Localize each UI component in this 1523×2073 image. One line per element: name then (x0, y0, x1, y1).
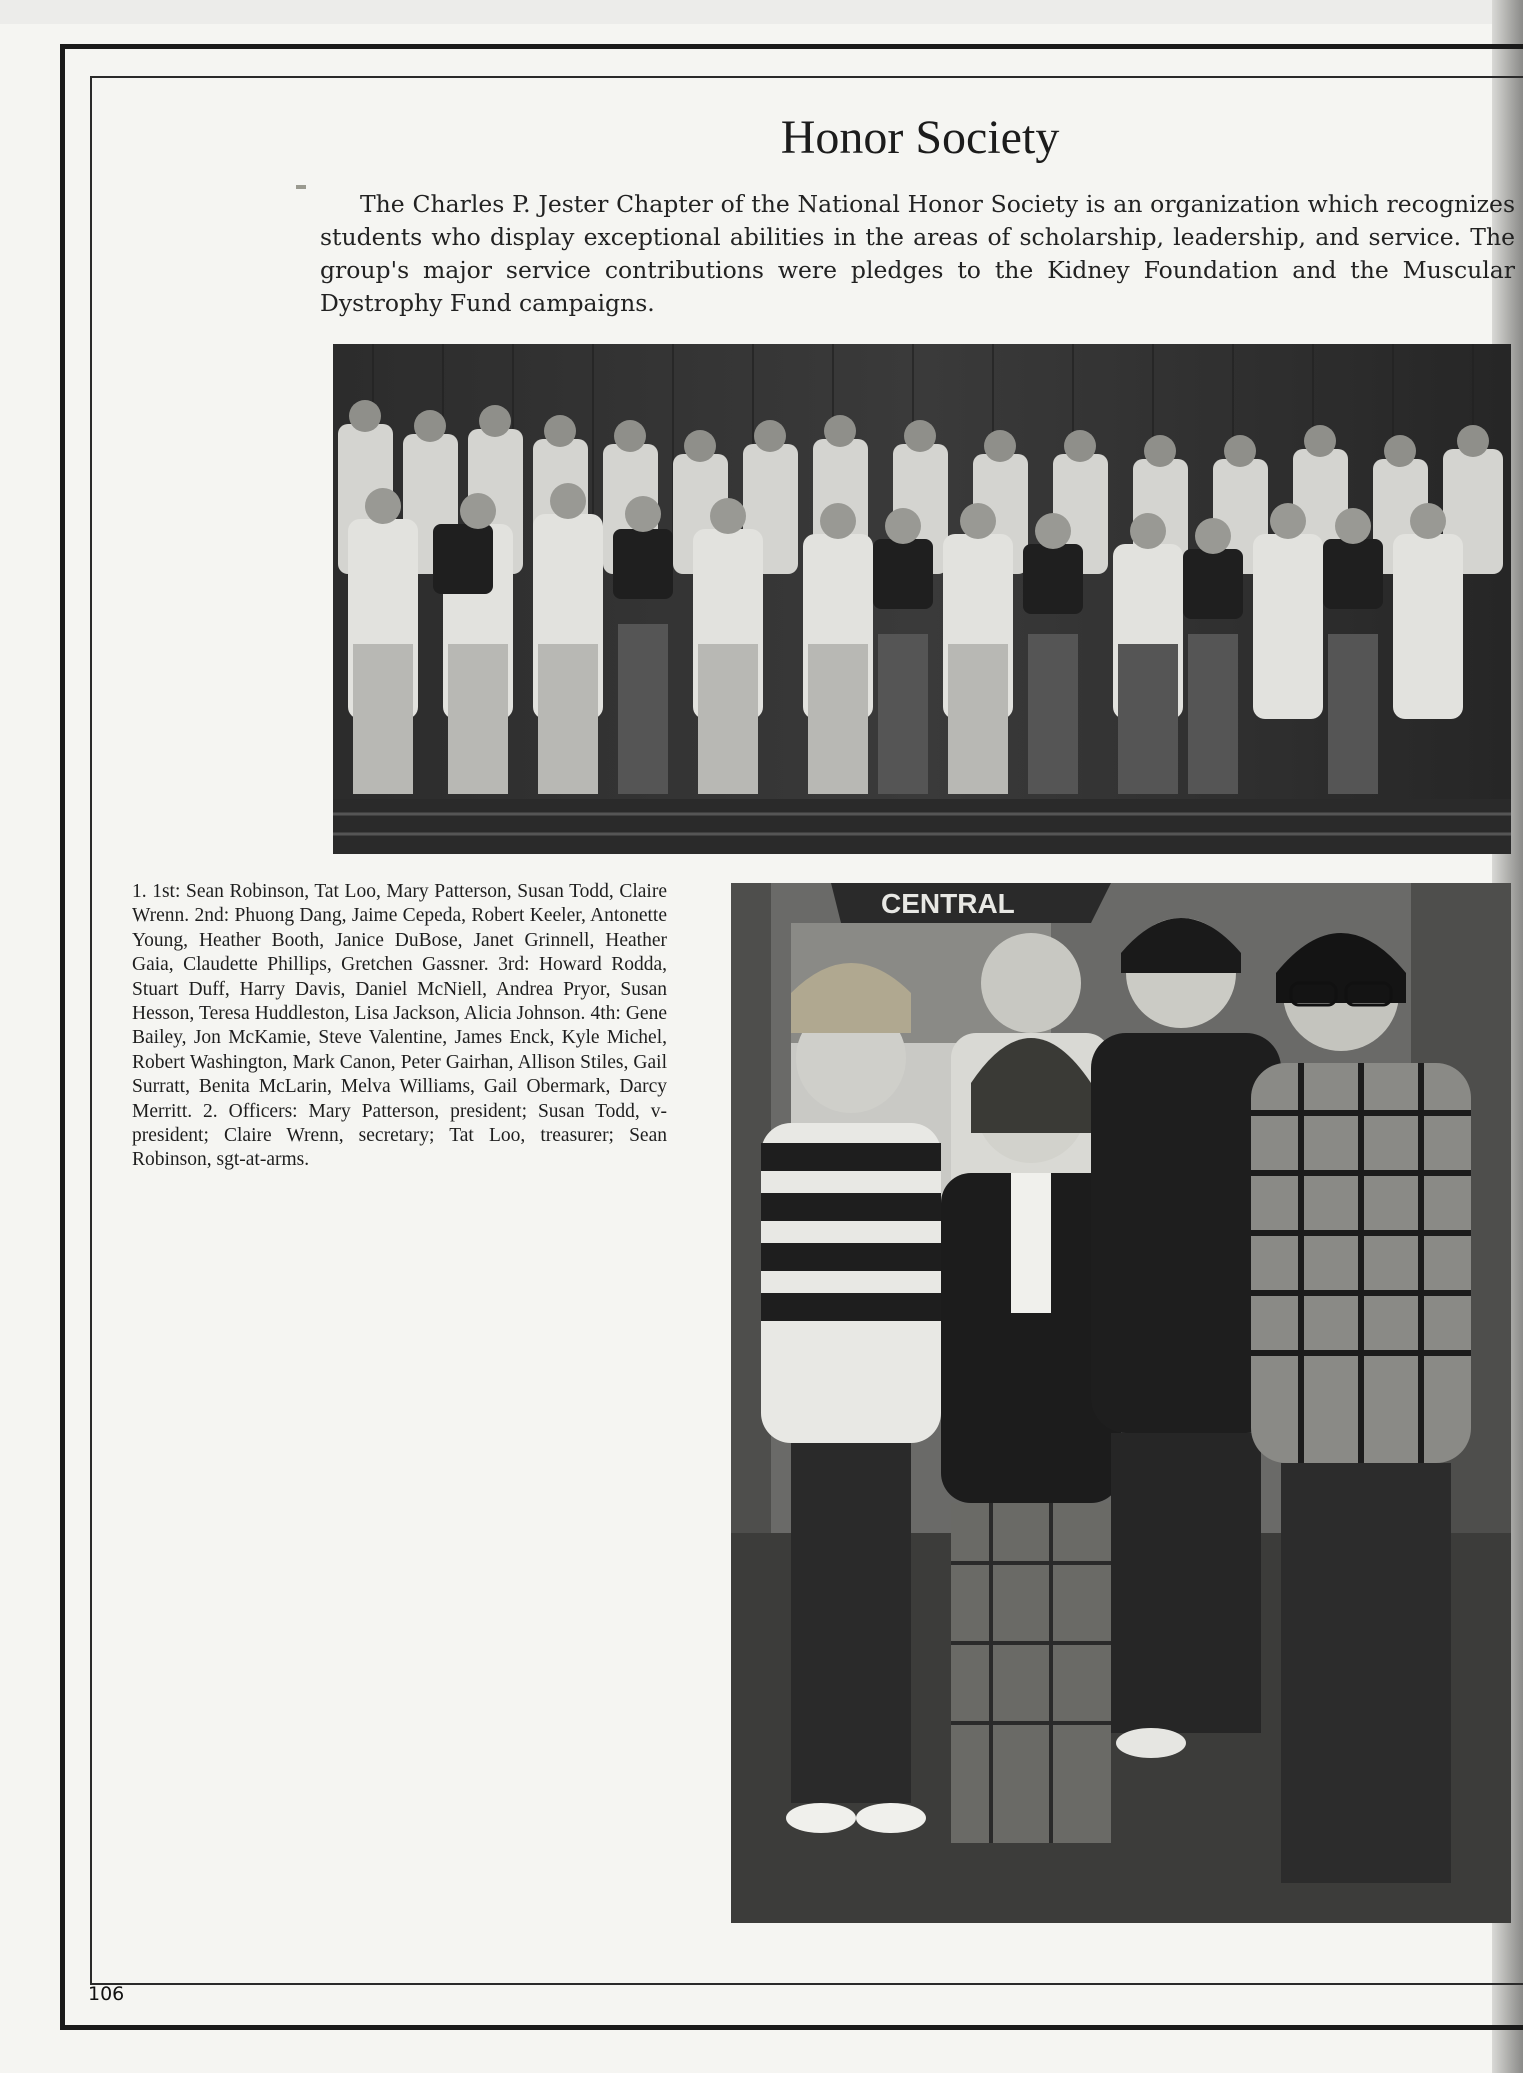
page-title: Honor Society (780, 111, 1060, 164)
photo-caption: 1. 1st: Sean Robinson, Tat Loo, Mary Patterson, Susan Todd, Claire Wrenn. 2nd: Phuong Dang, Jaime Cepeda, Robert Keeler, Antonette Young, Heather Booth, Janice DuBose, Janet Grinnell, Heather Gaia, Claudette Phillips, Gretchen Gassner. 3rd: Howard Rodda, Stuart Duff, Harry Davis, Daniel McNiell, Andrea Pryor, Susan Hesson, Teresa Huddleston, Lisa Jackson, Alicia Johnson. 4th: Gene Bailey, Jon McKamie, Steve Valentine, James Enck, Kyle Michel, Robert Washington, Mark Canon, Peter Gairhan, Allison Stiles, Gail Surratt, Benita McLarin, Melva Williams, Gail Obermark, Darcy Merritt. 2. Officers: Mary Patterson, president; Susan Todd, v-president; Claire Wrenn, secretary; Tat Loo, treasurer; Sean Robinson, sgt-at-arms. (132, 881, 667, 1171)
scan-top-margin (0, 0, 1523, 24)
print-speck (296, 185, 306, 189)
intro-paragraph: The Charles P. Jester Chapter of the National Honor Society is an organization which recognizes students who display exceptional abilities in the areas of scholarship, leadership, and service. The group's major service contributions were pledges to the Kidney Foundation and the Muscular Dystrophy Fund campaigns. (320, 190, 1515, 317)
officers-photo (731, 883, 1511, 1923)
group-photo-image (333, 344, 1511, 854)
group-photo (333, 344, 1511, 854)
page-number: 106 (88, 1983, 125, 2005)
banner-text: CENTRAL (881, 888, 1015, 919)
officers-photo-image (731, 883, 1511, 1923)
